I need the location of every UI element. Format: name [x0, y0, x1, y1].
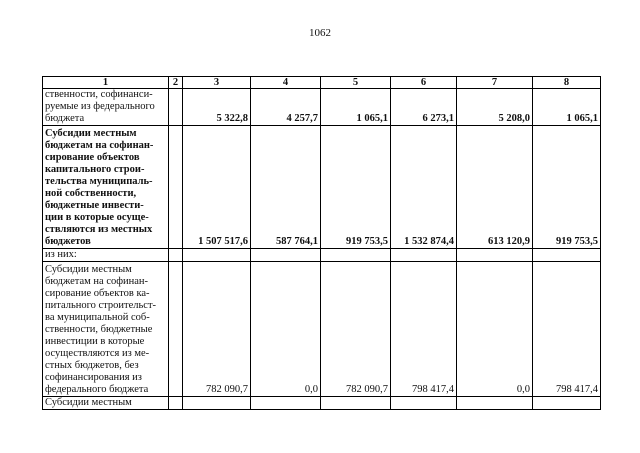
row-code: [169, 89, 183, 126]
cell-value: [457, 397, 533, 410]
column-header: 6: [391, 77, 457, 89]
row-label: Субсидии местным: [43, 397, 169, 410]
row-label: Субсидии местным бюджетам на софинан- сирование объектов ка- питального строительст- ва муниципальной соб- ственности, бюджетные инвестиции в которые осуществляются из ме- стных бюджетов, без софинансирования из федерального бюджета: [43, 262, 169, 397]
cell-value: 4 257,7: [251, 89, 321, 126]
cell-value: 1 065,1: [321, 89, 391, 126]
column-header: 7: [457, 77, 533, 89]
cell-value: [321, 397, 391, 410]
row-label: ственности, софинанси- руемые из федерального бюджета: [43, 89, 169, 126]
table-row: [43, 249, 601, 262]
page-number: 1062: [309, 27, 331, 39]
budget-table: [42, 76, 601, 410]
cell-value: [251, 397, 321, 410]
cell-value: [251, 249, 321, 262]
row-code: [169, 126, 183, 249]
cell-value: 798 417,4: [533, 262, 601, 397]
column-header: 4: [251, 77, 321, 89]
cell-value: 1 532 874,4: [391, 126, 457, 249]
cell-value: [533, 249, 601, 262]
column-header: 1: [43, 77, 169, 89]
cell-value: [321, 249, 391, 262]
table-header-row: [43, 77, 601, 89]
cell-value: 0,0: [251, 262, 321, 397]
row-label: Субсидии местным бюджетам на софинан- сирование объектов капитального строи- тельства муниципаль- ной собственности, бюджетные инвести- ции в которые осуще- ствляются из местных бюджетов: [43, 126, 169, 249]
table-row: [43, 126, 601, 249]
row-code: [169, 262, 183, 397]
table-row: [43, 397, 601, 410]
row-code: [169, 249, 183, 262]
table-row: [43, 262, 601, 397]
cell-value: [183, 397, 251, 410]
cell-value: 5 208,0: [457, 89, 533, 126]
cell-value: 5 322,8: [183, 89, 251, 126]
column-header: 2: [169, 77, 183, 89]
column-header: 3: [183, 77, 251, 89]
cell-value: 919 753,5: [321, 126, 391, 249]
cell-value: [533, 397, 601, 410]
cell-value: 0,0: [457, 262, 533, 397]
cell-value: 613 120,9: [457, 126, 533, 249]
cell-value: 587 764,1: [251, 126, 321, 249]
cell-value: [457, 249, 533, 262]
cell-value: 798 417,4: [391, 262, 457, 397]
cell-value: [391, 249, 457, 262]
cell-value: 1 507 517,6: [183, 126, 251, 249]
column-header: 8: [533, 77, 601, 89]
row-label: из них:: [43, 249, 169, 262]
table-row: [43, 89, 601, 126]
row-code: [169, 397, 183, 410]
cell-value: 1 065,1: [533, 89, 601, 126]
cell-value: 782 090,7: [183, 262, 251, 397]
cell-value: 782 090,7: [321, 262, 391, 397]
cell-value: [391, 397, 457, 410]
cell-value: [183, 249, 251, 262]
cell-value: 6 273,1: [391, 89, 457, 126]
cell-value: 919 753,5: [533, 126, 601, 249]
column-header: 5: [321, 77, 391, 89]
